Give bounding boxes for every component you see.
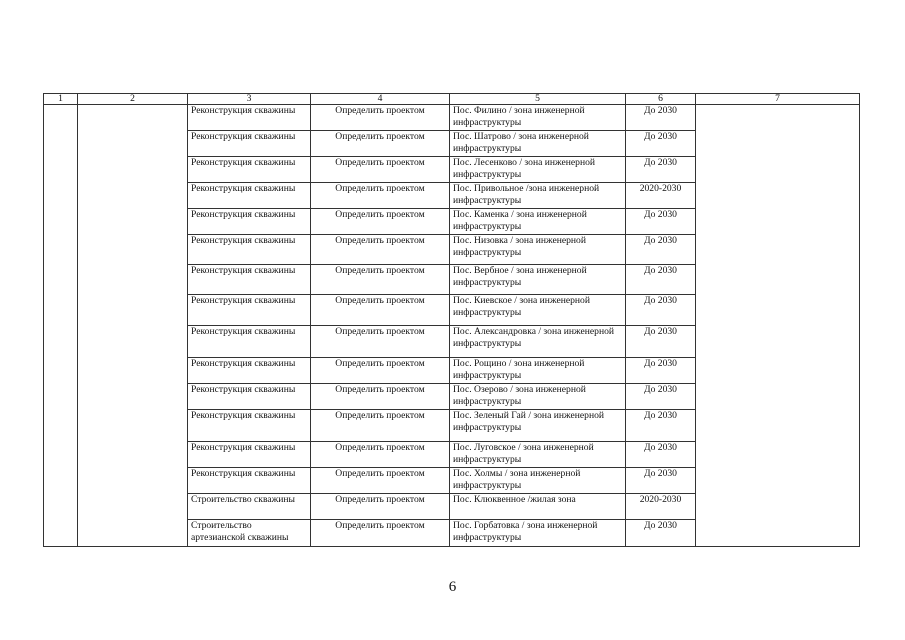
location-cell: Пос. Вербное / зона инженерной инфраструктуры	[450, 265, 626, 295]
header-cell: 6	[626, 94, 696, 105]
object-cell: Реконструкция скважины	[188, 131, 311, 157]
object-cell: Реконструкция скважины	[188, 209, 311, 235]
header-cell: 4	[311, 94, 450, 105]
infrastructure-table	[43, 93, 860, 547]
location-cell: Пос. Рощино / зона инженерной инфраструктуры	[450, 358, 626, 384]
table-row	[44, 105, 860, 131]
location-cell: Пос. Зеленый Гай / зона инженерной инфраструктуры	[450, 410, 626, 442]
empty-cell-col2	[78, 105, 188, 547]
object-cell: Реконструкция скважины	[188, 105, 311, 131]
location-cell: Пос. Александровка / зона инженерной инфраструктуры	[450, 326, 626, 358]
object-cell: Реконструкция скважины	[188, 442, 311, 468]
header-cell: 5	[450, 94, 626, 105]
object-cell: Реконструкция скважины	[188, 358, 311, 384]
object-cell: Строительство скважины	[188, 494, 311, 520]
location-cell: Пос. Горбатовка / зона инженерной инфраструктуры	[450, 520, 626, 547]
method-cell: Определить проектом	[311, 468, 450, 494]
object-cell: Реконструкция скважины	[188, 295, 311, 326]
table-header-row	[44, 94, 860, 105]
method-cell: Определить проектом	[311, 105, 450, 131]
empty-cell-col7	[696, 105, 860, 547]
object-cell: Строительство артезианской скважины	[188, 520, 311, 547]
object-cell: Реконструкция скважины	[188, 384, 311, 410]
location-cell: Пос. Киевское / зона инженерной инфраструктуры	[450, 295, 626, 326]
method-cell: Определить проектом	[311, 358, 450, 384]
period-cell: До 2030	[626, 157, 696, 183]
location-cell: Пос. Холмы / зона инженерной инфраструктуры	[450, 468, 626, 494]
header-cell: 3	[188, 94, 311, 105]
period-cell: До 2030	[626, 384, 696, 410]
method-cell: Определить проектом	[311, 410, 450, 442]
empty-cell-col1	[44, 105, 78, 547]
method-cell: Определить проектом	[311, 295, 450, 326]
period-cell: До 2030	[626, 209, 696, 235]
method-cell: Определить проектом	[311, 157, 450, 183]
location-cell: Пос. Низовка / зона инженерной инфраструктуры	[450, 235, 626, 265]
method-cell: Определить проектом	[311, 520, 450, 547]
period-cell: До 2030	[626, 358, 696, 384]
period-cell: До 2030	[626, 131, 696, 157]
location-cell: Пос. Луговское / зона инженерной инфраструктуры	[450, 442, 626, 468]
period-cell: До 2030	[626, 520, 696, 547]
method-cell: Определить проектом	[311, 442, 450, 468]
object-cell: Реконструкция скважины	[188, 410, 311, 442]
object-cell: Реконструкция скважины	[188, 183, 311, 209]
period-cell: До 2030	[626, 442, 696, 468]
location-cell: Пос. Каменка / зона инженерной инфраструктуры	[450, 209, 626, 235]
period-cell: До 2030	[626, 235, 696, 265]
location-cell: Пос. Озерово / зона инженерной инфраструктуры	[450, 384, 626, 410]
method-cell: Определить проектом	[311, 384, 450, 410]
period-cell: До 2030	[626, 326, 696, 358]
period-cell: До 2030	[626, 468, 696, 494]
method-cell: Определить проектом	[311, 494, 450, 520]
method-cell: Определить проектом	[311, 209, 450, 235]
object-cell: Реконструкция скважины	[188, 468, 311, 494]
method-cell: Определить проектом	[311, 235, 450, 265]
location-cell: Пос. Клюквенное /жилая зона	[450, 494, 626, 520]
location-cell: Пос. Привольное /зона инженерной инфраструктуры	[450, 183, 626, 209]
location-cell: Пос. Филино / зона инженерной инфраструктуры	[450, 105, 626, 131]
object-cell: Реконструкция скважины	[188, 265, 311, 295]
page-number: 6	[448, 579, 457, 595]
period-cell: До 2030	[626, 265, 696, 295]
header-cell: 7	[696, 94, 860, 105]
method-cell: Определить проектом	[311, 131, 450, 157]
header-cell: 1	[44, 94, 78, 105]
location-cell: Пос. Лесенково / зона инженерной инфраструктуры	[450, 157, 626, 183]
header-cell: 2	[78, 94, 188, 105]
method-cell: Определить проектом	[311, 265, 450, 295]
object-cell: Реконструкция скважины	[188, 157, 311, 183]
method-cell: Определить проектом	[311, 183, 450, 209]
location-cell: Пос. Шатрово / зона инженерной инфраструктуры	[450, 131, 626, 157]
method-cell: Определить проектом	[311, 326, 450, 358]
object-cell: Реконструкция скважины	[188, 326, 311, 358]
period-cell: До 2030	[626, 105, 696, 131]
period-cell: 2020-2030	[626, 183, 696, 209]
period-cell: 2020-2030	[626, 494, 696, 520]
period-cell: До 2030	[626, 410, 696, 442]
period-cell: До 2030	[626, 295, 696, 326]
object-cell: Реконструкция скважины	[188, 235, 311, 265]
